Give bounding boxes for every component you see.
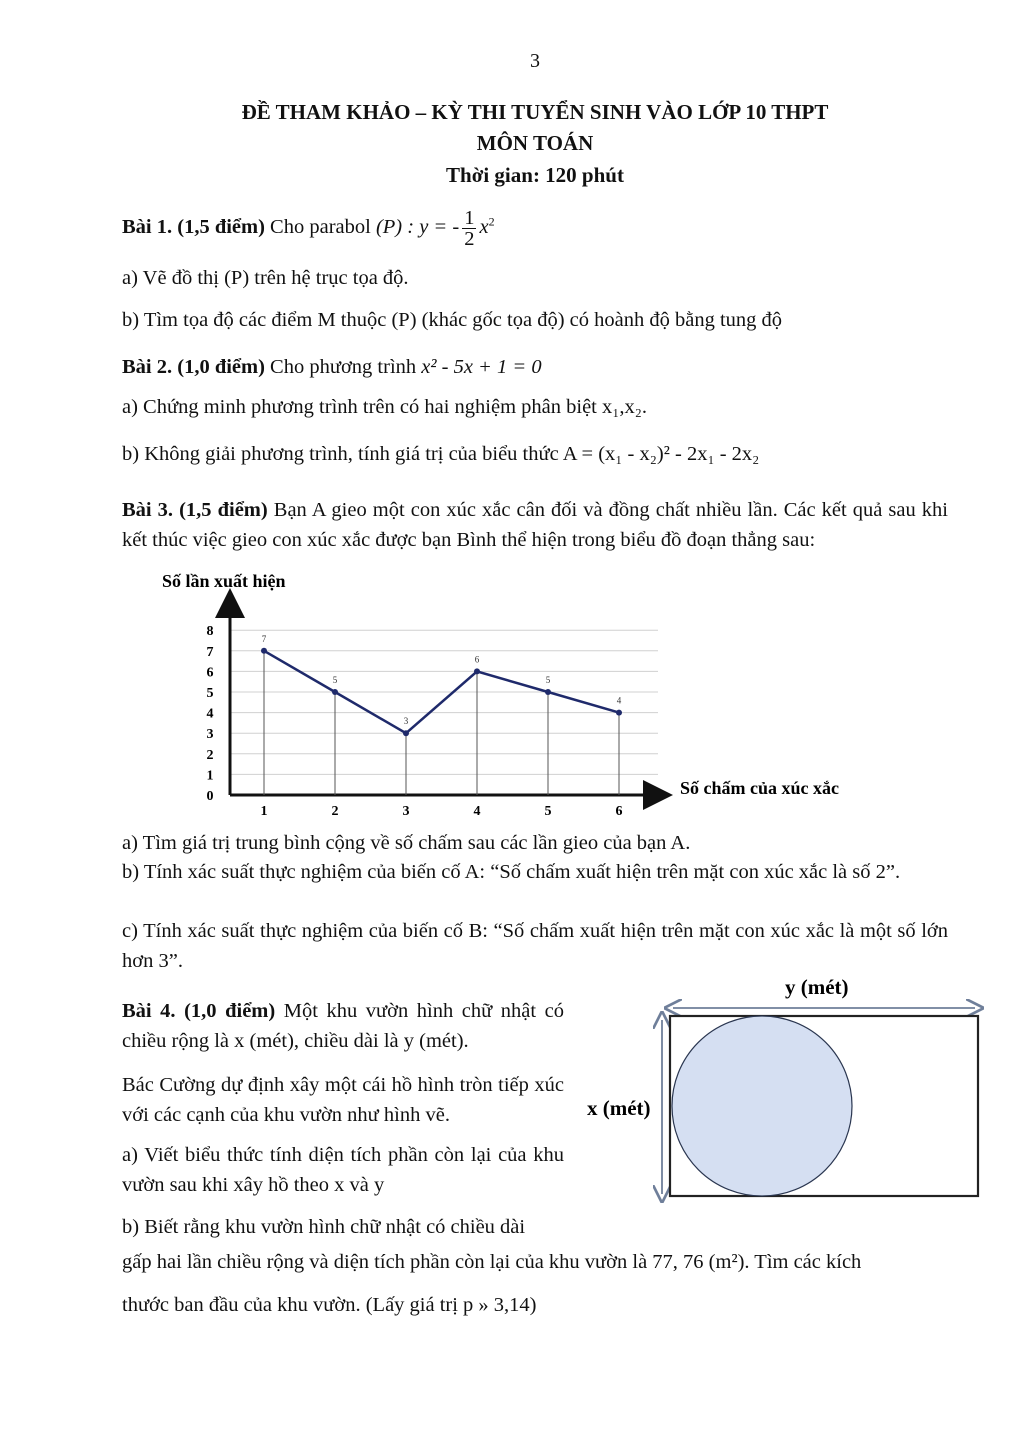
bai3-part-c: c) Tính xác suất thực nghiệm của biến cố B: “Số chấm xuất hiện trên mặt con xúc xắc là một số lớn hơn 3”.	[122, 920, 948, 972]
y-tick-7: 7	[206, 644, 214, 660]
bai4-heading: Bài 4. (1,0 điểm)	[122, 1000, 276, 1022]
x-tick-5: 5	[544, 804, 552, 819]
data-label-4: 6	[474, 654, 480, 665]
y-tick-0: 0	[206, 789, 214, 804]
data-point-2	[332, 689, 338, 695]
chart-x-axis-label: Số chấm của xúc xắc	[680, 778, 839, 798]
bai4-part-b-line3: thước ban đầu của khu vườn. (Lấy giá trị p » 3,14)	[122, 1294, 537, 1316]
chart-points	[261, 634, 622, 736]
data-point-3	[403, 730, 409, 736]
data-label-5: 5	[545, 675, 551, 685]
bai2-statement	[122, 356, 542, 379]
bai3-text: Bạn A gieo một con xúc xắc cân đối và đồng chất nhiều lần. Các kết quả sau khi kết thúc việc gieo con xúc xắc được bạn Bình thể hiện trong biểu đồ đoạn thẳng sau:	[122, 499, 948, 551]
x-tick-6: 6	[615, 804, 623, 819]
pond-circle	[672, 1016, 852, 1196]
exam-title: ĐỀ THAM KHẢO – KỲ THI TUYỂN SINH VÀO LỚP 10 THPT	[241, 100, 829, 124]
bai1-eq-left: (P) : y = -	[375, 216, 460, 239]
bai4-part-b-line1: b) Biết rằng khu vườn hình chữ nhật có chiều dài	[122, 1216, 526, 1238]
chart-y-ticks	[207, 624, 214, 804]
x-tick-1: 1	[260, 804, 268, 819]
bai1-part-a: a) Vẽ đồ thị (P) trên hệ trục tọa độ.	[122, 267, 409, 289]
bai4-statement	[122, 996, 564, 1056]
garden-figure	[585, 970, 985, 1205]
x-tick-4: 4	[473, 804, 481, 819]
bai2-intro: Cho phương trình	[270, 356, 417, 378]
bai1-heading: Bài 1. (1,5 điểm)	[122, 216, 265, 239]
bai4-part-b-line2: gấp hai lần chiều rộng và diện tích phần còn lại của khu vườn là 77, 76 (m²). Tìm các kích	[122, 1251, 862, 1273]
data-point-4	[474, 668, 480, 674]
bai4-part-a: a) Viết biểu thức tính diện tích phần còn lại của khu vườn sau khi xây hồ theo x và y	[122, 1144, 564, 1196]
data-label-3: 3	[403, 716, 409, 727]
bai2-part-b: b) Không giải phương trình, tính giá trị của biểu thức A = (x₁ - x₂)² - 2x₁ - 2x₂	[122, 443, 760, 465]
fig-label-x: x (mét)	[587, 1096, 651, 1120]
bai4-text: Một khu vườn hình chữ nhật có chiều rộng là x (mét), chiều dài là y (mét).	[122, 1000, 564, 1052]
y-tick-8: 8	[206, 624, 214, 640]
data-point-5	[545, 689, 551, 695]
bai1-fraction	[462, 208, 476, 249]
x-tick-3: 3	[402, 804, 410, 819]
data-label-1: 7	[261, 633, 267, 644]
bai3-statement	[122, 495, 948, 555]
y-tick-4: 4	[206, 706, 214, 722]
bai3-heading: Bài 3. (1,5 điểm)	[122, 499, 268, 521]
bai3-part-a: a) Tìm giá trị trung bình cộng về số chấm sau các lần gieo của bạn A.	[122, 832, 691, 854]
bai3-part-b: b) Tính xác suất thực nghiệm của biến cố A: “Số chấm xuất hiện trên mặt con xúc xắc là số 2”.	[122, 861, 901, 883]
bai1-eq-exp: 2	[488, 214, 495, 229]
chart-grid	[230, 630, 658, 774]
bai2-part-a: a) Chứng minh phương trình trên có hai nghiệm phân biệt x₁,x₂.	[122, 396, 648, 418]
y-tick-3: 3	[206, 727, 214, 743]
chart-drop-lines	[264, 651, 619, 795]
bai1-part-b: b) Tìm tọa độ các điểm M thuộc (P) (khác gốc tọa độ) có hoành độ bằng tung độ	[122, 309, 783, 331]
y-tick-6: 6	[206, 665, 214, 681]
bai1-statement	[122, 208, 495, 249]
frac-denominator: 2	[464, 228, 475, 250]
chart-x-ticks	[261, 804, 623, 819]
x-tick-2: 2	[331, 804, 339, 819]
line-chart	[140, 565, 900, 825]
time-title: Thời gian: 120 phút	[446, 163, 624, 187]
page-number: 3	[530, 50, 540, 72]
y-tick-1: 1	[206, 768, 214, 784]
data-label-6: 4	[616, 695, 622, 706]
bai4-paragraph-2: Bác Cường dự định xây một cái hồ hình tròn tiếp xúc với các cạnh của khu vườn như hình vẽ.	[122, 1074, 564, 1126]
data-point-1	[261, 648, 267, 654]
data-label-2: 5	[332, 675, 338, 685]
data-point-6	[616, 710, 622, 716]
subject-title: MÔN TOÁN	[476, 131, 594, 155]
y-tick-2: 2	[206, 747, 214, 763]
fig-label-y: y (mét)	[785, 975, 849, 999]
y-tick-5: 5	[206, 686, 214, 701]
chart-y-axis-label: Số lần xuất hiện	[162, 571, 286, 591]
bai1-eq-right: x	[479, 216, 489, 239]
frac-numerator: 1	[464, 207, 475, 229]
bai2-equation: x² - 5x + 1 = 0	[421, 356, 542, 378]
bai2-heading: Bài 2. (1,0 điểm)	[122, 356, 265, 378]
bai1-intro: Cho parabol	[270, 216, 371, 239]
